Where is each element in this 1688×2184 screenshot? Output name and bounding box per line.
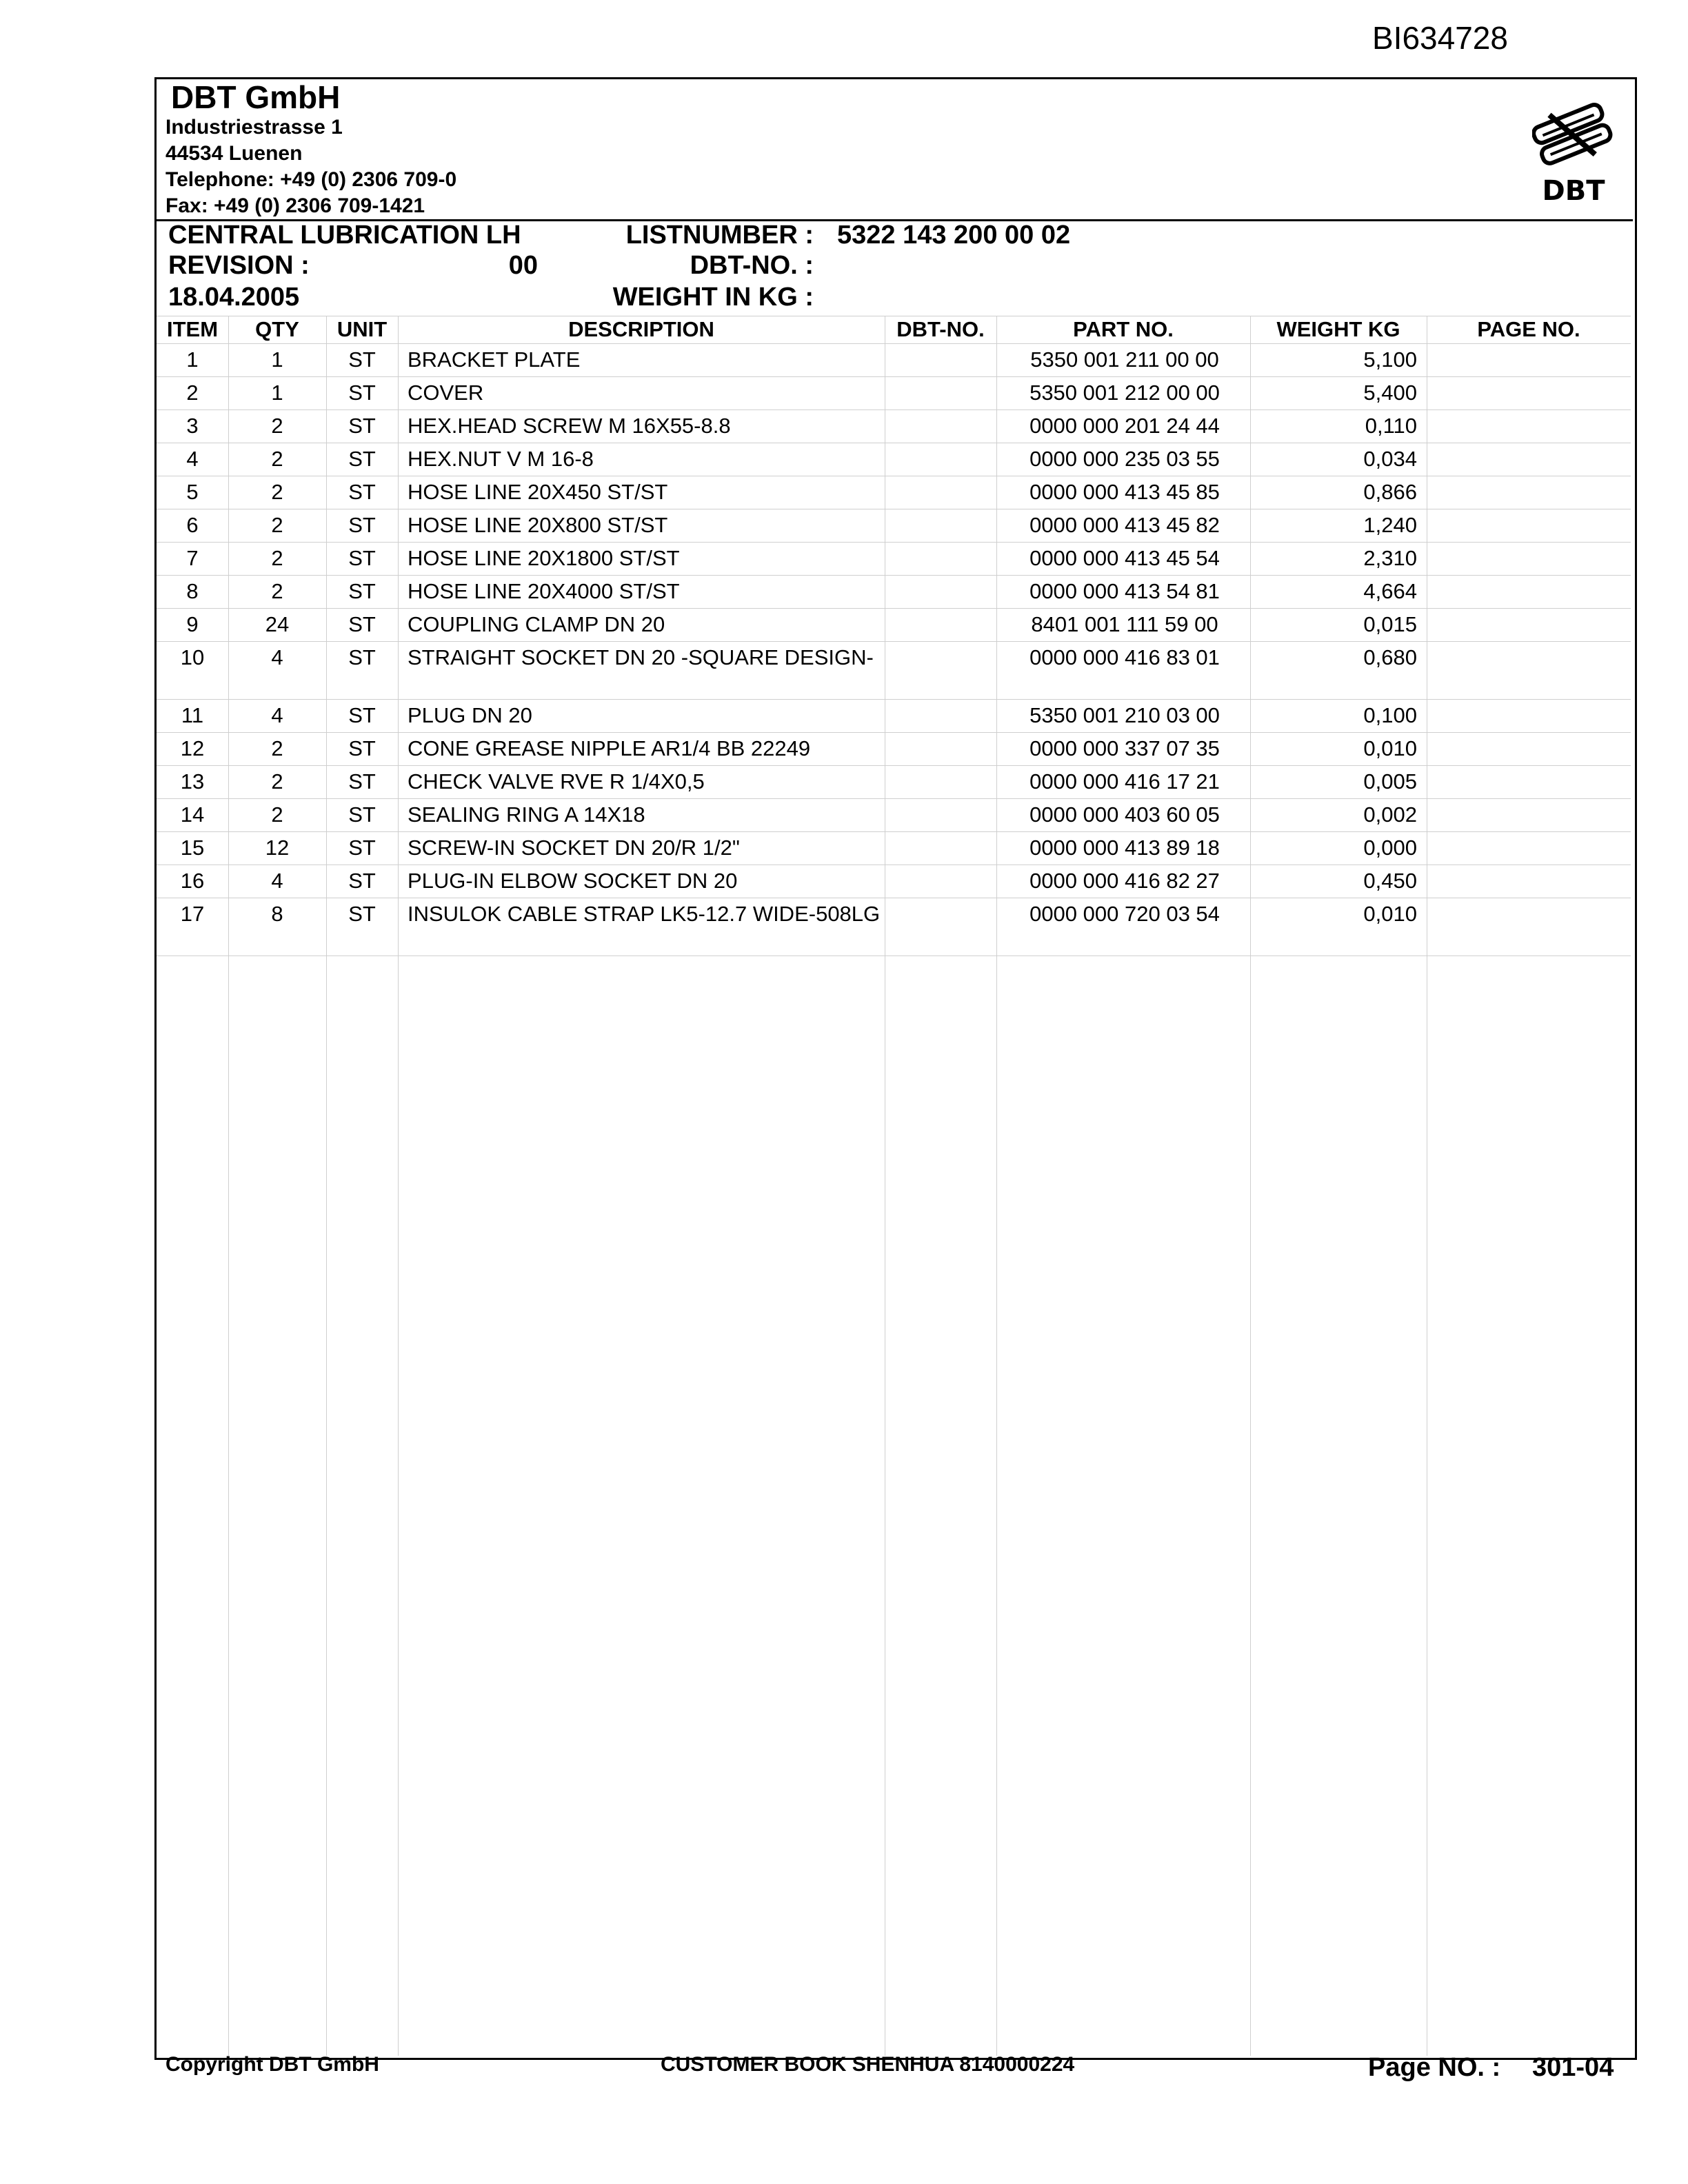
table-cell-unit: ST [348, 736, 376, 760]
table-cell-weight: 5,100 [1363, 347, 1417, 372]
table-cell-qty: 2 [271, 513, 283, 537]
table-cell-unit: ST [348, 447, 376, 471]
table-cell-unit: ST [348, 579, 376, 603]
revision-value: 00 [508, 251, 538, 280]
table-cell-qty: 2 [271, 802, 283, 827]
table-cell-unit: ST [348, 347, 376, 372]
table-cell-unit: ST [348, 414, 376, 438]
table-cell-description: HOSE LINE 20X450 ST/ST [408, 480, 668, 504]
table-row [157, 898, 1631, 956]
table-cell-qty: 2 [271, 579, 283, 603]
table-cell-item: 17 [180, 902, 205, 926]
table-cell-qty: 2 [271, 480, 283, 504]
table-cell-weight: 0,680 [1363, 645, 1417, 669]
col-header-weight: WEIGHT KG [1276, 317, 1400, 341]
company-city: 44534 Luenen [165, 142, 303, 165]
table-cell-description: BRACKET PLATE [408, 347, 581, 372]
table-cell-part-no: 0000 000 337 07 35 [1029, 736, 1220, 760]
table-cell-item: 9 [186, 612, 199, 636]
table-cell-qty: 4 [271, 645, 283, 669]
list-date: 18.04.2005 [168, 283, 300, 312]
listnumber-label: LISTNUMBER : [625, 221, 814, 250]
table-cell-weight: 0,010 [1363, 736, 1417, 760]
table-row [157, 865, 1631, 898]
table-cell-item: 14 [180, 802, 205, 827]
table-cell-part-no: 0000 000 413 54 81 [1029, 579, 1220, 603]
table-cell-unit: ST [348, 612, 376, 636]
table-row [157, 376, 1631, 410]
table-cell-qty: 2 [271, 736, 283, 760]
table-row [157, 410, 1631, 443]
table-cell-weight: 0,110 [1365, 414, 1417, 438]
table-cell-description: COVER [408, 381, 484, 405]
table-row [157, 798, 1631, 831]
col-header-dbt-no: DBT-NO. [896, 317, 985, 341]
table-cell-part-no: 8401 001 111 59 00 [1031, 612, 1218, 636]
table-cell-description: PLUG-IN ELBOW SOCKET DN 20 [408, 869, 738, 893]
table-cell-part-no: 0000 000 235 03 55 [1029, 447, 1220, 471]
table-cell-weight: 1,240 [1363, 513, 1417, 537]
table-cell-unit: ST [348, 703, 376, 727]
table-cell-item: 8 [186, 579, 199, 603]
table-cell-unit: ST [348, 902, 376, 926]
table-cell-part-no: 5350 001 211 00 00 [1030, 347, 1219, 372]
table-cell-qty: 12 [265, 836, 290, 860]
table-cell-item: 13 [180, 769, 205, 793]
table-cell-description: HOSE LINE 20X800 ST/ST [408, 513, 668, 537]
table-cell-part-no: 0000 000 413 45 54 [1029, 546, 1220, 570]
logo-text: DBT [1542, 175, 1605, 207]
table-cell-weight: 0,005 [1363, 769, 1417, 793]
list-title: CENTRAL LUBRICATION LH [168, 221, 521, 250]
col-header-unit: UNIT [336, 317, 388, 341]
table-cell-description: HOSE LINE 20X1800 ST/ST [408, 546, 680, 570]
table-cell-weight: 0,002 [1363, 802, 1417, 827]
company-fax: Fax: +49 (0) 2306 709-1421 [165, 194, 425, 217]
table-cell-description: HEX.HEAD SCREW M 16X55-8.8 [408, 414, 731, 438]
table-cell-item: 3 [186, 414, 199, 438]
company-telephone: Telephone: +49 (0) 2306 709-0 [165, 168, 457, 191]
col-header-page-no: PAGE NO. [1477, 317, 1580, 341]
table-row [157, 699, 1631, 732]
table-cell-item: 16 [180, 869, 205, 893]
col-header-part-no: PART NO. [1073, 317, 1174, 341]
table-row [157, 575, 1631, 608]
table-cell-part-no: 0000 000 413 89 18 [1029, 836, 1220, 860]
table-cell-description: HOSE LINE 20X4000 ST/ST [408, 579, 680, 603]
table-cell-unit: ST [348, 802, 376, 827]
copyright: Copyright DBT GmbH [165, 2053, 379, 2076]
table-cell-description: CHECK VALVE RVE R 1/4X0,5 [408, 769, 705, 793]
page-number-value: 301-04 [1532, 2053, 1614, 2082]
table-cell-description: SEALING RING A 14X18 [408, 802, 645, 827]
company-street: Industriestrasse 1 [165, 116, 343, 139]
table-cell-item: 1 [186, 347, 199, 372]
table-cell-weight: 0,100 [1363, 703, 1417, 727]
col-header-item: ITEM [166, 317, 219, 341]
table-cell-weight: 0,450 [1363, 869, 1417, 893]
table-cell-part-no: 0000 000 416 83 01 [1029, 645, 1220, 669]
table-row [157, 443, 1631, 476]
table-cell-description: CONE GREASE NIPPLE AR1/4 BB 22249 [408, 736, 811, 760]
table-cell-description: STRAIGHT SOCKET DN 20 -SQUARE DESIGN- [408, 645, 874, 669]
table-cell-description: INSULOK CABLE STRAP LK5-12.7 WIDE-508LG [408, 902, 881, 926]
table-row [157, 608, 1631, 641]
customer-book: CUSTOMER BOOK SHENHUA 8140000224 [661, 2053, 1075, 2076]
table-cell-part-no: 0000 000 416 82 27 [1029, 869, 1220, 893]
table-cell-part-no: 0000 000 720 03 54 [1029, 902, 1220, 926]
table-cell-qty: 8 [271, 902, 283, 926]
weight-label: WEIGHT IN KG : [612, 283, 814, 312]
table-cell-item: 12 [180, 736, 205, 760]
table-cell-description: PLUG DN 20 [408, 703, 532, 727]
table-cell-item: 2 [186, 381, 199, 405]
table-row [157, 542, 1631, 575]
table-row [157, 509, 1631, 542]
table-cell-weight: 0,034 [1363, 447, 1417, 471]
table-cell-qty: 2 [271, 447, 283, 471]
table-cell-qty: 2 [271, 414, 283, 438]
table-cell-part-no: 0000 000 416 17 21 [1029, 769, 1220, 793]
table-row [157, 476, 1631, 509]
table-cell-unit: ST [348, 381, 376, 405]
table-cell-unit: ST [348, 480, 376, 504]
table-cell-item: 7 [186, 546, 199, 570]
table-cell-weight: 0,000 [1363, 836, 1417, 860]
table-cell-weight: 4,664 [1363, 579, 1417, 603]
document-id: BI634728 [1372, 20, 1508, 56]
page-number-label: Page NO. : [1368, 2053, 1501, 2082]
table-cell-qty: 2 [271, 769, 283, 793]
table-cell-description: SCREW-IN SOCKET DN 20/R 1/2" [408, 836, 740, 860]
table-row [157, 831, 1631, 865]
table-cell-part-no: 0000 000 413 45 85 [1029, 480, 1220, 504]
col-header-qty: QTY [255, 317, 299, 341]
table-row [157, 343, 1631, 376]
table-cell-qty: 1 [271, 347, 283, 372]
table-cell-unit: ST [348, 546, 376, 570]
table-cell-qty: 1 [271, 381, 283, 405]
table-cell-part-no: 0000 000 201 24 44 [1029, 414, 1220, 438]
table-row [157, 732, 1631, 765]
table-cell-unit: ST [348, 869, 376, 893]
table-cell-unit: ST [348, 645, 376, 669]
table-cell-qty: 4 [271, 869, 283, 893]
table-cell-unit: ST [348, 769, 376, 793]
listnumber-value: 5322 143 200 00 02 [837, 221, 1071, 250]
table-cell-item: 11 [181, 703, 204, 727]
table-cell-weight: 0,866 [1363, 480, 1417, 504]
table-cell-item: 10 [180, 645, 205, 669]
table-cell-weight: 5,400 [1363, 381, 1417, 405]
dbt-no-label: DBT-NO. : [690, 251, 814, 280]
table-cell-weight: 2,310 [1363, 546, 1417, 570]
table-row [157, 765, 1631, 798]
table-cell-unit: ST [348, 836, 376, 860]
table-cell-qty: 2 [271, 546, 283, 570]
table-cell-unit: ST [348, 513, 376, 537]
company-name: DBT GmbH [171, 79, 341, 115]
dbt-logo [1532, 97, 1615, 207]
table-cell-qty: 24 [265, 612, 290, 636]
table-cell-part-no: 5350 001 210 03 00 [1029, 703, 1220, 727]
table-cell-part-no: 5350 001 212 00 00 [1029, 381, 1220, 405]
table-cell-part-no: 0000 000 403 60 05 [1029, 802, 1220, 827]
table-cell-description: HEX.NUT V M 16-8 [408, 447, 594, 471]
revision-label: REVISION : [168, 251, 310, 280]
table-row [157, 641, 1631, 699]
table-cell-item: 6 [186, 513, 199, 537]
table-cell-item: 5 [186, 480, 199, 504]
table-cell-weight: 0,015 [1363, 612, 1417, 636]
table-cell-qty: 4 [271, 703, 283, 727]
col-header-description: DESCRIPTION [568, 317, 714, 341]
table-cell-description: COUPLING CLAMP DN 20 [408, 612, 665, 636]
table-cell-item: 4 [186, 447, 199, 471]
table-cell-part-no: 0000 000 413 45 82 [1029, 513, 1220, 537]
table-cell-weight: 0,010 [1363, 902, 1417, 926]
table-cell-item: 15 [180, 836, 205, 860]
